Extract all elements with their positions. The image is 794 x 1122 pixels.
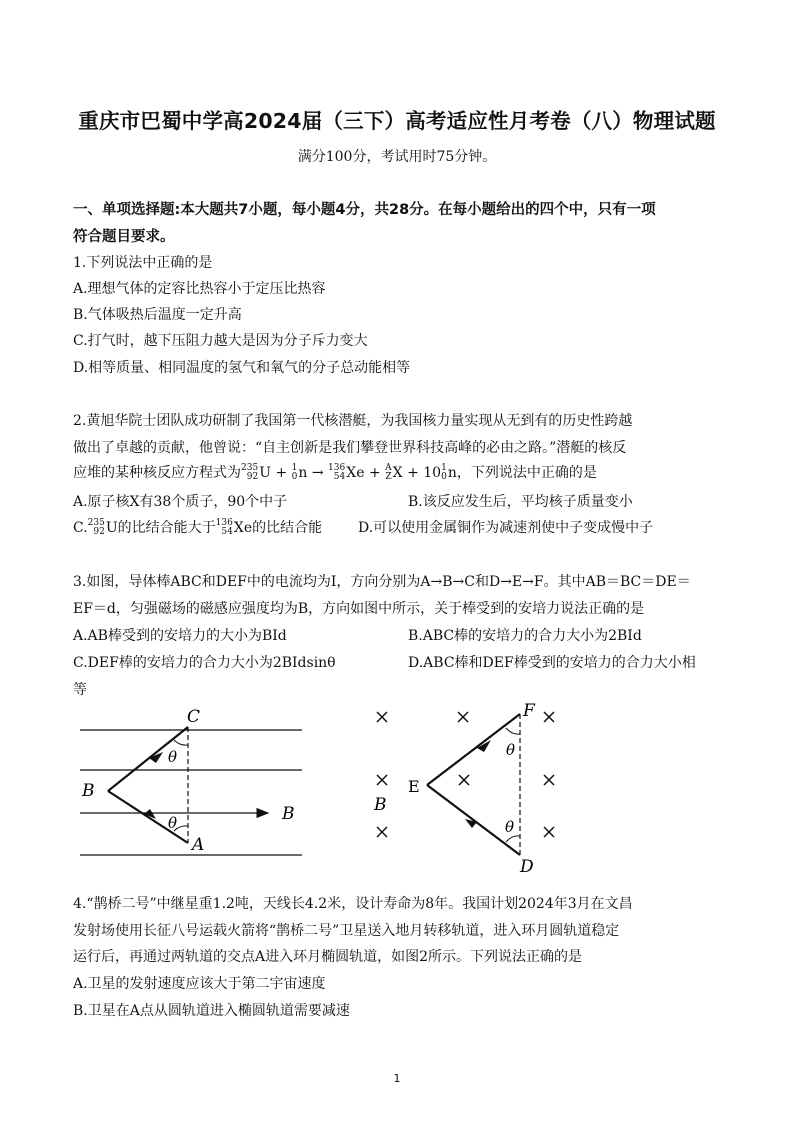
- angle-arc-top: [174, 740, 188, 745]
- cross-6: [544, 775, 554, 785]
- q2-option-d: D.可以使用金属铜作为减速剂使中子变成慢中子: [358, 520, 654, 536]
- q1-option-b: B.气体吸热后温度一定升高: [73, 307, 242, 323]
- n2-charge-number: 0: [441, 472, 447, 482]
- n2-mass-number: 1: [441, 463, 447, 473]
- c-xe-mass: 136: [215, 518, 233, 528]
- cross-3: [544, 712, 554, 722]
- label-theta-top: θ: [168, 748, 178, 766]
- n2-symbol: n: [447, 465, 457, 481]
- q1-stem: 1.下列说法中正确的是: [73, 255, 213, 271]
- page-number: 1: [393, 1072, 401, 1085]
- c-xe-atomic: 54: [221, 527, 233, 537]
- field-crosses: [377, 712, 554, 837]
- label-d: D: [520, 857, 534, 875]
- xe-symbol: Xe: [346, 465, 365, 481]
- x-atomic-number: Z: [385, 472, 392, 482]
- cross-2: [458, 712, 468, 722]
- q2-option-c-mid: 的比结合能大于: [117, 520, 216, 536]
- plus-sign-3: +: [407, 465, 419, 481]
- reaction-arrow: →: [311, 465, 324, 481]
- page-title: 重庆市巴蜀中学高2024届（三下）高考适应性月考卷（八）物理试题: [78, 109, 716, 133]
- c-u-symbol: U: [105, 520, 118, 536]
- plus-sign-2: +: [368, 465, 381, 481]
- u-mass-number: 235: [241, 463, 259, 473]
- cross-5: [459, 775, 469, 785]
- q1-option-a: A.理想气体的定容比热容小于定压比热容: [73, 281, 326, 297]
- figure-def-rod: [360, 695, 590, 875]
- q2-option-c-end: 的比结合能: [252, 520, 323, 536]
- nuclear-equation: [241, 465, 457, 481]
- q3-option-a: A.AB棒受到的安培力的大小为BId: [73, 628, 287, 644]
- q3-line2: EF＝d，匀强磁场的磁感应强度均为B，方向如图中所示，关于棒受到的安培力说法正确的是: [73, 601, 645, 617]
- field-lines: [80, 730, 302, 855]
- figure-abc-rod: [70, 700, 310, 865]
- label-a: A: [192, 835, 205, 855]
- cross-1: [377, 712, 387, 722]
- u-atomic-number: 92: [246, 472, 259, 482]
- plus-sign: +: [275, 465, 288, 481]
- label-b-field: B: [282, 804, 295, 824]
- label-e: E: [408, 777, 420, 796]
- q2-line2: 做出了卓越的贡献，他曾说：“自主创新是我们攀登世界科技高峰的必由之路。”潜艇的核反: [73, 440, 627, 456]
- cross-8: [544, 827, 554, 837]
- q4-option-b: B.卫星在A点从圆轨道进入椭圆轨道需要减速: [73, 1003, 350, 1019]
- cross-7: [377, 827, 387, 837]
- q4-line1: 4.“鹊桥二号”中继星重1.2吨，天线长4.2米，设计寿命为8年。我国计划2024年3月在文昌: [73, 896, 633, 912]
- q4-line3: 运行后，再通过两轨道的交点A进入环月椭圆轨道，如图2所示。下列说法正确的是: [73, 949, 583, 965]
- n-mass-number: 1: [291, 463, 298, 473]
- c-xe-symbol: Xe: [233, 520, 253, 536]
- label-f: F: [523, 701, 535, 721]
- q2-option-c: [73, 517, 322, 537]
- angle-arc-bottom: [506, 836, 520, 842]
- x-symbol: X: [392, 465, 403, 481]
- q2-line3-suffix: ，下列说法中正确的是: [456, 465, 597, 481]
- n-charge-number: 0: [291, 472, 298, 482]
- q2-option-a: A.原子核X有38个质子，90个中子: [73, 494, 288, 510]
- label-theta-bottom: θ: [505, 818, 515, 836]
- q3-option-d-cont: 等: [73, 682, 87, 698]
- label-theta-top: θ: [506, 741, 516, 759]
- xe-atomic-number: 54: [333, 472, 346, 482]
- label-b-field: B: [374, 795, 387, 815]
- xe-mass-number: 136: [328, 463, 346, 473]
- section-heading-line2: 符合题目要求。: [73, 229, 175, 245]
- q3-option-c: C.DEF棒的安培力的合力大小为2BIdsinθ: [73, 655, 336, 671]
- label-b-point: B: [82, 781, 95, 801]
- x-mass-number: A: [385, 463, 392, 473]
- neutron-coefficient: 10: [423, 465, 442, 481]
- c-u-mass: 235: [87, 518, 105, 528]
- q3-option-b: B.ABC棒的安培力的合力大小为2BId: [408, 628, 642, 644]
- q2-line3: [73, 462, 597, 482]
- angle-arc-top: [506, 728, 520, 734]
- q2-line3-prefix: 应堆的某种核反应方程式为: [73, 465, 241, 481]
- q1-option-d: D.相等质量、相同温度的氢气和氧气的分子总动能相等: [73, 360, 411, 376]
- q2-option-c-label: C.: [73, 520, 88, 536]
- n-symbol: n: [298, 465, 308, 481]
- c-u-atomic: 92: [93, 527, 105, 537]
- q4-line2: 发射场使用长征八号运载火箭将“鹊桥二号”卫星送入地月转移轨道，进入环月圆轨道稳定: [73, 923, 620, 939]
- label-c: C: [187, 707, 201, 727]
- q1-option-c: C.打气时，越下压阻力越大是因为分子斥力变大: [73, 333, 368, 349]
- u-symbol: U: [259, 465, 271, 481]
- label-theta-bottom: θ: [168, 814, 178, 832]
- q2-line1: 2.黄旭华院士团队成功研制了我国第一代核潜艇，为我国核力量实现从无到有的历史性跨越: [73, 413, 633, 429]
- q4-option-a: A.卫星的发射速度应该大于第二宇宙速度: [73, 976, 326, 992]
- cross-4: [377, 775, 387, 785]
- q2-option-b: B.该反应发生后，平均核子质量变小: [408, 494, 633, 510]
- section-heading-line1: 一、单项选择题:本大题共7小题，每小题4分，共28分。在每小题给出的四个中，只有一项: [73, 202, 656, 218]
- exam-subtitle: 满分100分，考试用时75分钟。: [297, 149, 497, 165]
- q3-line1: 3.如图，导体棒ABC和DEF中的电流均为I，方向分别为A→B→C和D→E→F。其中AB＝BC＝DE＝: [73, 574, 691, 590]
- q3-option-d: D.ABC棒和DEF棒受到的安培力的合力大小相: [408, 655, 696, 671]
